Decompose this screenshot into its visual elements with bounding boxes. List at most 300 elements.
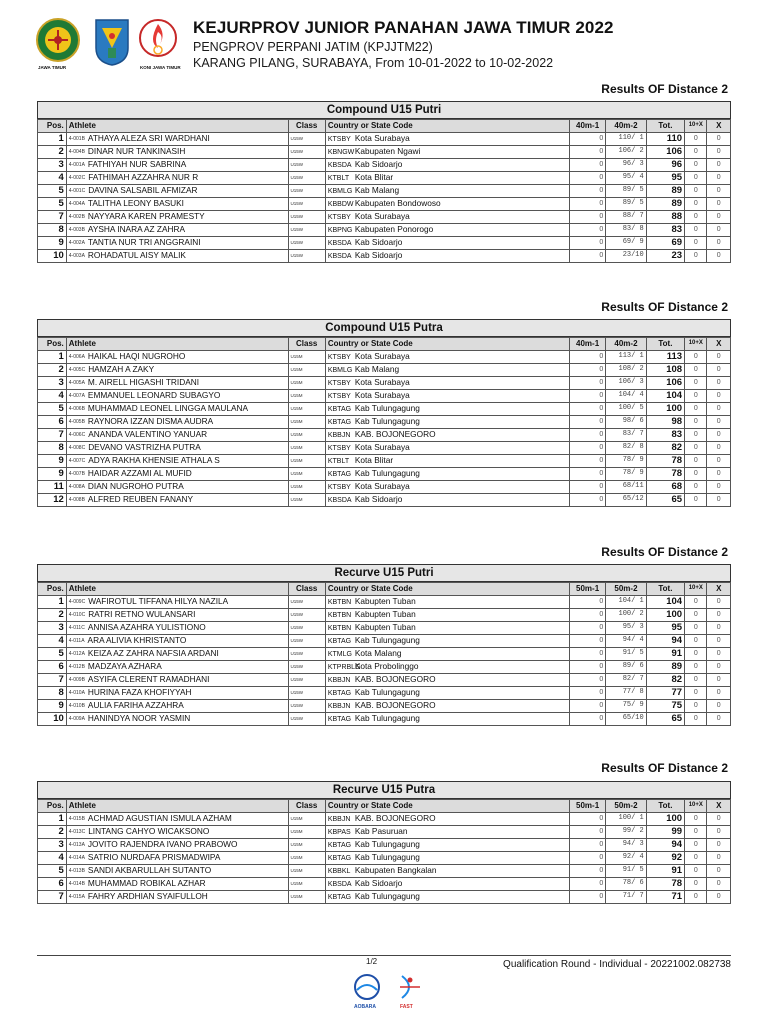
class-cell: U15W <box>288 184 325 197</box>
class-cell: U15W <box>288 236 325 249</box>
col-athlete: Athlete <box>66 583 288 596</box>
rank-cell: 1 <box>38 595 67 608</box>
col-pos: Pos. <box>38 120 67 133</box>
country-cell <box>325 851 569 864</box>
score-1-cell: 0 <box>569 210 605 223</box>
col-country: Country or State Code <box>325 120 569 133</box>
rank-cell: 9 <box>38 699 67 712</box>
bib-number: 4-003A <box>68 252 85 259</box>
table-row <box>38 699 731 712</box>
score-1-cell: 0 <box>569 673 605 686</box>
total-cell: 69 <box>646 236 684 249</box>
rank-cell: 8 <box>38 441 67 454</box>
category-title: Compound U15 Putri <box>37 101 731 119</box>
bib-number: 4-005C <box>68 366 86 373</box>
country-name: Kota Surabaya <box>354 210 410 221</box>
class-cell: U15W <box>288 145 325 158</box>
country-cell <box>325 864 569 877</box>
x-count-cell: 0 <box>707 608 731 621</box>
athlete-cell <box>66 223 288 236</box>
fast-archer-logo-icon <box>394 972 424 1002</box>
country-name: Kab Malang <box>354 184 400 195</box>
x-count-cell: 0 <box>707 890 731 903</box>
score-2-cell: 104/ 1 <box>606 595 647 608</box>
score-2-cell: 78/ 6 <box>606 877 647 890</box>
rank-cell: 9 <box>38 467 67 480</box>
col-score-2: 40m-2 <box>606 120 647 133</box>
score-2-cell: 23/10 <box>606 249 647 262</box>
table-row <box>38 145 731 158</box>
table-header-row <box>38 583 731 596</box>
bib-number: 4-001A <box>68 161 85 168</box>
score-2-cell: 96/ 3 <box>606 158 647 171</box>
athlete-cell <box>66 493 288 506</box>
perpani-logo-icon <box>34 18 82 64</box>
class-cell: U15M <box>288 376 325 389</box>
rank-cell: 3 <box>38 621 67 634</box>
country-name: Kota Surabaya <box>354 132 410 143</box>
score-1-cell: 0 <box>569 699 605 712</box>
tens-x-cell: 0 <box>685 686 707 699</box>
score-1-cell: 0 <box>569 376 605 389</box>
col-country: Country or State Code <box>325 338 569 351</box>
country-name: Kota Surabaya <box>354 376 410 387</box>
x-count-cell: 0 <box>707 686 731 699</box>
total-cell: 95 <box>646 171 684 184</box>
athlete-cell <box>66 825 288 838</box>
class-cell: U15M <box>288 480 325 493</box>
rank-cell: 3 <box>38 158 67 171</box>
total-cell: 95 <box>646 621 684 634</box>
country-cell <box>325 673 569 686</box>
col-athlete: Athlete <box>66 120 288 133</box>
country-cell <box>325 236 569 249</box>
score-1-cell: 0 <box>569 595 605 608</box>
score-2-cell: 100/ 5 <box>606 402 647 415</box>
score-2-cell: 89/ 6 <box>606 660 647 673</box>
score-1-cell: 0 <box>569 712 605 725</box>
rank-cell: 1 <box>38 132 67 145</box>
athlete-name: HAIDAR AZZAMI AL MUFID <box>87 467 192 478</box>
page-number: 1/2 <box>366 957 378 966</box>
rank-cell: 10 <box>38 712 67 725</box>
score-1-cell: 0 <box>569 223 605 236</box>
bib-number: 4-002C <box>68 174 86 181</box>
x-count-cell: 0 <box>707 480 731 493</box>
country-name: Kab Pasuruan <box>354 825 408 836</box>
tens-x-cell: 0 <box>685 428 707 441</box>
country-code: KBBJN <box>327 431 351 439</box>
table-row <box>38 428 731 441</box>
country-name: Kota Surabaya <box>354 480 410 491</box>
country-code: KTSBY <box>327 353 351 361</box>
logo-label-koni: KONI JAWA TIMUR <box>140 65 181 70</box>
class-cell: U15W <box>288 197 325 210</box>
bib-number: 4-007C <box>68 457 86 464</box>
tens-x-cell: 0 <box>685 712 707 725</box>
score-1-cell: 0 <box>569 812 605 825</box>
bib-number: 4-004B <box>68 148 85 155</box>
country-cell <box>325 376 569 389</box>
athlete-cell <box>66 621 288 634</box>
athlete-name: ATHAYA ALEZA SRI WARDHANI <box>87 132 210 143</box>
score-1-cell: 0 <box>569 864 605 877</box>
table-row <box>38 415 731 428</box>
col-score-1: 40m-1 <box>569 120 605 133</box>
athlete-cell <box>66 634 288 647</box>
score-1-cell: 0 <box>569 890 605 903</box>
class-cell: U15W <box>288 223 325 236</box>
score-1-cell: 0 <box>569 454 605 467</box>
col-tens-x: 10+X <box>685 583 707 596</box>
score-2-cell: 91/ 5 <box>606 647 647 660</box>
athlete-cell <box>66 145 288 158</box>
total-cell: 75 <box>646 699 684 712</box>
athlete-cell <box>66 851 288 864</box>
country-name: Kota Surabaya <box>354 350 410 361</box>
score-2-cell: 68/11 <box>606 480 647 493</box>
table-row <box>38 171 731 184</box>
country-name: Kabupten Tuban <box>354 608 416 619</box>
country-name: Kota Probolinggo <box>354 660 419 671</box>
country-name: Kabupaten Ponorogo <box>354 223 434 234</box>
x-count-cell: 0 <box>707 812 731 825</box>
score-2-cell: 78/ 9 <box>606 454 647 467</box>
country-code: KBTAG <box>327 715 352 723</box>
athlete-cell <box>66 454 288 467</box>
country-code: KBMLG <box>327 187 353 195</box>
logo-label-jatim: JAWA TIMUR <box>38 65 67 70</box>
country-cell <box>325 634 569 647</box>
total-cell: 91 <box>646 864 684 877</box>
country-code: KTMLG <box>327 650 352 658</box>
table-row <box>38 158 731 171</box>
table-row <box>38 890 731 903</box>
country-name: Kota Surabaya <box>354 389 410 400</box>
score-2-cell: 71/ 7 <box>606 890 647 903</box>
score-1-cell: 0 <box>569 608 605 621</box>
country-code: KTBLT <box>327 457 350 465</box>
country-name: Kab Sidoarjo <box>354 249 403 260</box>
country-code: KTSBY <box>327 135 351 143</box>
score-2-cell: 89/ 5 <box>606 184 647 197</box>
country-name: KAB. BOJONEGORO <box>354 812 436 823</box>
country-cell <box>325 877 569 890</box>
table-row <box>38 197 731 210</box>
total-cell: 82 <box>646 441 684 454</box>
score-1-cell: 0 <box>569 428 605 441</box>
country-cell <box>325 493 569 506</box>
x-count-cell: 0 <box>707 699 731 712</box>
athlete-cell <box>66 838 288 851</box>
country-cell <box>325 389 569 402</box>
tens-x-cell: 0 <box>685 402 707 415</box>
country-code: KBMLG <box>327 366 353 374</box>
rank-cell: 4 <box>38 389 67 402</box>
country-cell <box>325 647 569 660</box>
x-count-cell: 0 <box>707 647 731 660</box>
country-cell <box>325 249 569 262</box>
athlete-cell <box>66 660 288 673</box>
bib-number: 4-005B <box>68 418 85 425</box>
bib-number: 4-004A <box>68 200 85 207</box>
country-code: KBTBN <box>327 598 352 606</box>
class-cell: U15W <box>288 699 325 712</box>
bib-number: 4-007A <box>68 392 85 399</box>
table-row <box>38 877 731 890</box>
country-name: Kab Sidoarjo <box>354 236 403 247</box>
athlete-name: HANINDYA NOOR YASMIN <box>87 712 191 723</box>
table-row <box>38 493 731 506</box>
total-cell: 100 <box>646 608 684 621</box>
athlete-name: TANTIA NUR TRI ANGGRAINI <box>87 236 201 247</box>
athlete-name: ACHMAD AGUSTIAN ISMULA AZHAM <box>87 812 232 823</box>
tens-x-cell: 0 <box>685 647 707 660</box>
athlete-name: HAIKAL HAQI NUGROHO <box>87 350 186 361</box>
x-count-cell: 0 <box>707 864 731 877</box>
country-name: KAB. BOJONEGORO <box>354 428 436 439</box>
athlete-cell <box>66 249 288 262</box>
country-code: KBSDA <box>327 161 352 169</box>
bib-number: 4-014A <box>68 854 85 861</box>
athlete-cell <box>66 158 288 171</box>
country-name: Kab Tulungagung <box>354 415 420 426</box>
score-2-cell: 78/ 9 <box>606 467 647 480</box>
class-cell: U15M <box>288 402 325 415</box>
col-class: Class <box>288 338 325 351</box>
bib-number: 4-014B <box>68 880 85 887</box>
rank-cell: 4 <box>38 171 67 184</box>
score-1-cell: 0 <box>569 197 605 210</box>
col-total: Tot. <box>646 338 684 351</box>
country-cell <box>325 454 569 467</box>
score-2-cell: 69/ 9 <box>606 236 647 249</box>
country-code: KBBJN <box>327 702 351 710</box>
results-panel <box>37 101 731 263</box>
table-row <box>38 376 731 389</box>
col-total: Tot. <box>646 583 684 596</box>
athlete-cell <box>66 184 288 197</box>
x-count-cell: 0 <box>707 210 731 223</box>
bib-number: 4-002A <box>68 239 85 246</box>
koni-logo-icon <box>138 18 178 64</box>
x-count-cell: 0 <box>707 634 731 647</box>
total-cell: 106 <box>646 376 684 389</box>
athlete-cell <box>66 712 288 725</box>
table-row <box>38 686 731 699</box>
x-count-cell: 0 <box>707 415 731 428</box>
table-row <box>38 236 731 249</box>
country-cell <box>325 402 569 415</box>
col-country: Country or State Code <box>325 800 569 813</box>
table-row <box>38 350 731 363</box>
tens-x-cell: 0 <box>685 376 707 389</box>
athlete-cell <box>66 608 288 621</box>
bib-number: 4-010B <box>68 702 85 709</box>
rank-cell: 3 <box>38 838 67 851</box>
class-cell: U15W <box>288 158 325 171</box>
country-cell <box>325 132 569 145</box>
total-cell: 88 <box>646 210 684 223</box>
x-count-cell: 0 <box>707 493 731 506</box>
tens-x-cell: 0 <box>685 223 707 236</box>
score-2-cell: 91/ 5 <box>606 864 647 877</box>
col-total: Tot. <box>646 800 684 813</box>
results-table <box>37 799 731 904</box>
table-header-row <box>38 338 731 351</box>
athlete-name: ALFRED REUBEN FANANY <box>87 493 194 504</box>
country-code: KBSDA <box>327 496 352 504</box>
country-cell <box>325 699 569 712</box>
x-count-cell: 0 <box>707 454 731 467</box>
score-2-cell: 65/10 <box>606 712 647 725</box>
country-name: KAB. BOJONEGORO <box>354 673 436 684</box>
tens-x-cell: 0 <box>685 350 707 363</box>
x-count-cell: 0 <box>707 249 731 262</box>
score-2-cell: 88/ 7 <box>606 210 647 223</box>
rank-cell: 6 <box>38 415 67 428</box>
x-count-cell: 0 <box>707 236 731 249</box>
bib-number: 4-011A <box>68 637 85 644</box>
total-cell: 89 <box>646 184 684 197</box>
col-x: X <box>707 338 731 351</box>
bib-number: 4-013B <box>68 867 85 874</box>
tens-x-cell: 0 <box>685 158 707 171</box>
x-count-cell: 0 <box>707 825 731 838</box>
bib-number: 4-009C <box>68 598 86 605</box>
table-row <box>38 660 731 673</box>
class-cell: U15M <box>288 350 325 363</box>
rank-cell: 1 <box>38 812 67 825</box>
score-1-cell: 0 <box>569 415 605 428</box>
x-count-cell: 0 <box>707 851 731 864</box>
rank-cell: 8 <box>38 223 67 236</box>
rank-cell: 12 <box>38 493 67 506</box>
total-cell: 77 <box>646 686 684 699</box>
country-cell <box>325 686 569 699</box>
tens-x-cell: 0 <box>685 441 707 454</box>
bib-number: 4-012B <box>68 663 85 670</box>
class-cell: U15W <box>288 660 325 673</box>
bib-number: 4-010A <box>68 689 85 696</box>
rank-cell: 6 <box>38 877 67 890</box>
x-count-cell: 0 <box>707 428 731 441</box>
country-cell <box>325 838 569 851</box>
score-1-cell: 0 <box>569 825 605 838</box>
country-name: KAB. BOJONEGORO <box>354 699 436 710</box>
tens-x-cell: 0 <box>685 184 707 197</box>
total-cell: 92 <box>646 851 684 864</box>
country-cell <box>325 415 569 428</box>
country-code: KBTAG <box>327 689 352 697</box>
athlete-name: DAVINA SALSABIL AFMIZAR <box>88 184 198 195</box>
score-1-cell: 0 <box>569 236 605 249</box>
score-2-cell: 82/ 7 <box>606 673 647 686</box>
score-2-cell: 100/ 2 <box>606 608 647 621</box>
tens-x-cell: 0 <box>685 838 707 851</box>
score-1-cell: 0 <box>569 184 605 197</box>
country-code: KBTAG <box>327 470 352 478</box>
table-row <box>38 454 731 467</box>
tens-x-cell: 0 <box>685 825 707 838</box>
country-cell <box>325 350 569 363</box>
x-count-cell: 0 <box>707 660 731 673</box>
country-cell <box>325 595 569 608</box>
score-2-cell: 89/ 5 <box>606 197 647 210</box>
athlete-cell <box>66 864 288 877</box>
class-cell: U15M <box>288 389 325 402</box>
country-code: KBPNG <box>327 226 353 234</box>
rank-cell: 3 <box>38 376 67 389</box>
x-count-cell: 0 <box>707 402 731 415</box>
score-1-cell: 0 <box>569 493 605 506</box>
country-code: KBPAS <box>327 828 351 836</box>
score-1-cell: 0 <box>569 467 605 480</box>
country-code: KBSDA <box>327 880 352 888</box>
table-row <box>38 712 731 725</box>
col-tens-x: 10+X <box>685 120 707 133</box>
tens-x-cell: 0 <box>685 621 707 634</box>
total-cell: 113 <box>646 350 684 363</box>
country-name: Kab Tulungagung <box>354 686 420 697</box>
tens-x-cell: 0 <box>685 132 707 145</box>
athlete-name: KEIZA AZ ZAHRA NAFSIA ARDANI <box>87 647 219 658</box>
class-cell: U15M <box>288 454 325 467</box>
total-cell: 94 <box>646 634 684 647</box>
country-cell <box>325 608 569 621</box>
total-cell: 96 <box>646 158 684 171</box>
col-class: Class <box>288 800 325 813</box>
country-name: Kab Tulungagung <box>354 634 420 645</box>
score-1-cell: 0 <box>569 647 605 660</box>
country-code: KTSBY <box>327 483 351 491</box>
category-title: Recurve U15 Putri <box>37 564 731 582</box>
col-score-2: 50m-2 <box>606 583 647 596</box>
score-1-cell: 0 <box>569 480 605 493</box>
rank-cell: 5 <box>38 402 67 415</box>
country-name: Kota Malang <box>354 647 402 658</box>
country-code: KTSBY <box>327 444 351 452</box>
country-name: Kota Blitar <box>354 171 394 182</box>
country-code: KBBJN <box>327 815 351 823</box>
country-name: Kabupaten Bondowoso <box>354 197 441 208</box>
x-count-cell: 0 <box>707 441 731 454</box>
country-cell <box>325 660 569 673</box>
total-cell: 91 <box>646 647 684 660</box>
table-row <box>38 634 731 647</box>
class-cell: U15M <box>288 441 325 454</box>
table-row <box>38 647 731 660</box>
athlete-name: ADYA RAKHA KHENSIE ATHALA S <box>88 454 220 465</box>
country-cell <box>325 184 569 197</box>
athlete-cell <box>66 428 288 441</box>
score-2-cell: 82/ 8 <box>606 441 647 454</box>
distance-heading: Results OF Distance 2 <box>601 82 728 96</box>
score-1-cell: 0 <box>569 660 605 673</box>
distance-heading: Results OF Distance 2 <box>601 300 728 314</box>
score-1-cell: 0 <box>569 145 605 158</box>
country-code: KBSDA <box>327 239 352 247</box>
class-cell: U15W <box>288 673 325 686</box>
table-row <box>38 864 731 877</box>
country-code: KBTAG <box>327 405 352 413</box>
bib-number: 4-010C <box>68 611 86 618</box>
rank-cell: 2 <box>38 363 67 376</box>
score-1-cell: 0 <box>569 389 605 402</box>
athlete-cell <box>66 171 288 184</box>
bib-number: 4-015B <box>68 815 85 822</box>
class-cell: U15W <box>288 686 325 699</box>
